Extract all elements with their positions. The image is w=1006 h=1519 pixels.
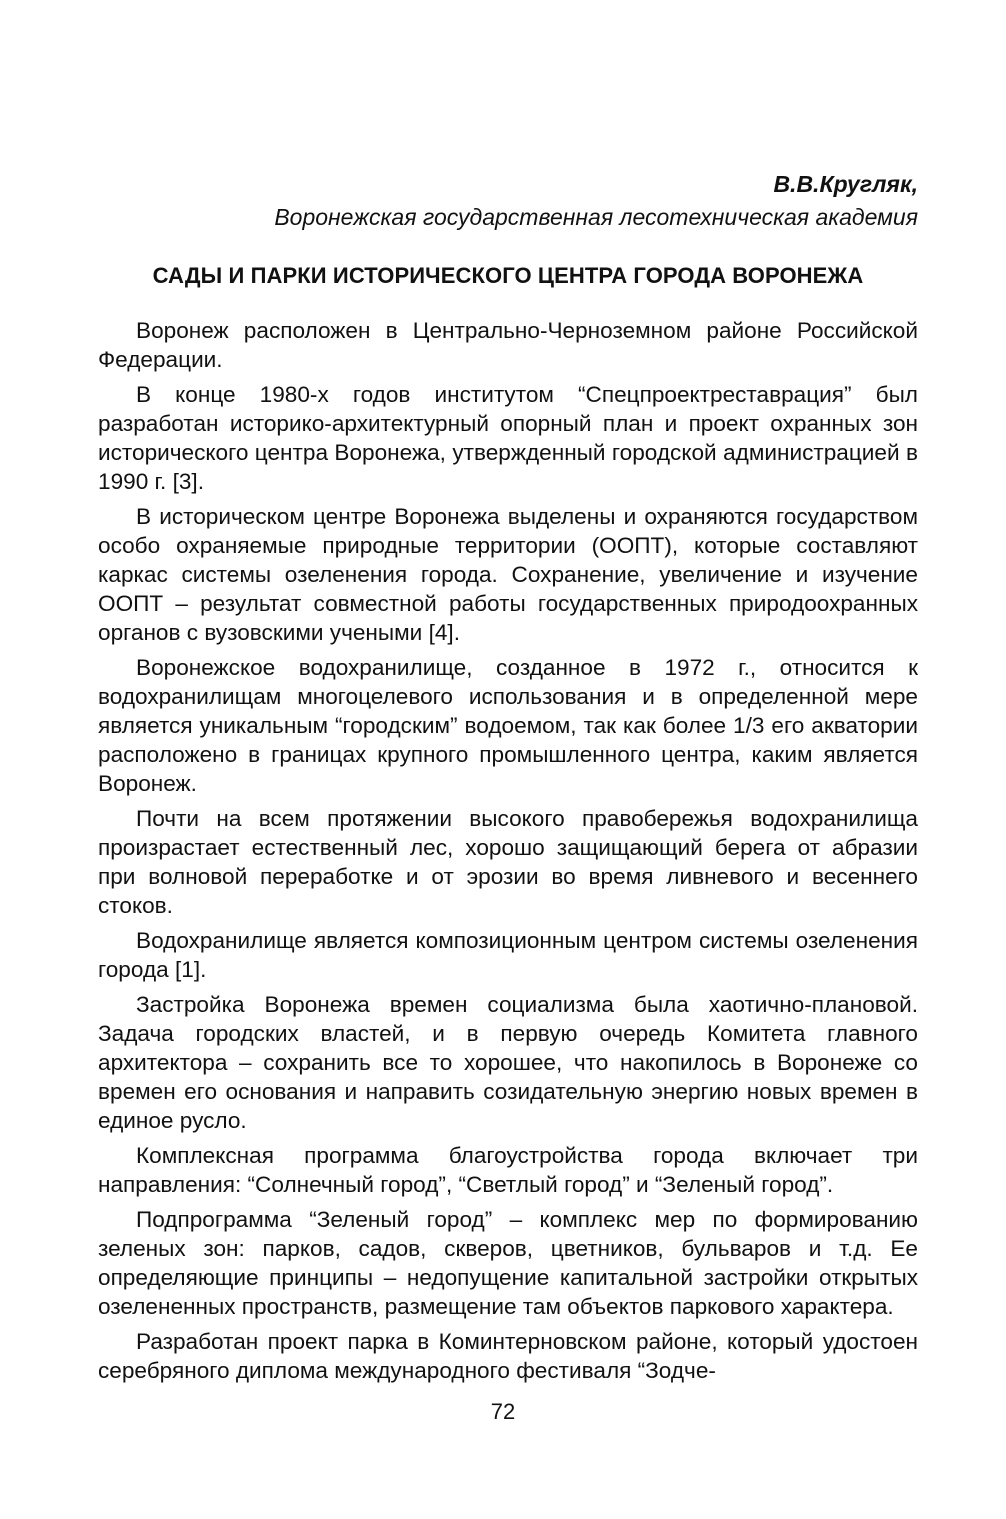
paragraph: Почти на всем протяжении высокого правобережья водохранилища произрастает естественный лес, хорошо защищающий берега от абразии при волновой переработке и от эрозии во время ливневого и весеннего стоков.	[98, 806, 918, 918]
paragraph: Подпрограмма “Зеленый город” – комплекс мер по формированию зеленых зон: парков, садов, скверов, цветников, бульваров и т.д. Ее определяющие принципы – недопущение капитальной застройки открытых озелененных пространств, размещение там объектов паркового характера.	[98, 1207, 918, 1319]
paragraph: Застройка Воронежа времен социализма была хаотично-плановой. Задача городских властей, и в первую очередь Комитета главного архитектора – сохранить все то хорошее, что накопилось в Воронеже со времен его основания и направить созидательную энергию новых времен в единое русло.	[98, 992, 918, 1133]
paragraph: В историческом центре Воронежа выделены и охраняются государством особо охраняемые природные территории (ООПТ), которые составляют каркас системы озеленения города. Сохранение, увеличение и изучение ООПТ – результат совместной работы государственных природоохранных органов с вузовскими учеными [4].	[98, 504, 918, 645]
paragraph: В конце 1980-х годов институтом “Спецпроектреставрация” был разработан историко-архитектурный опорный план и проект охранных зон исторического центра Воронежа, утвержденный городской администрацией в 1990 г. [3].	[98, 382, 918, 494]
author-block	[98, 168, 918, 234]
paragraph: Водохранилище является композиционным центром системы озеленения города [1].	[98, 928, 918, 982]
article-body	[98, 316, 918, 1385]
article-title: САДЫ И ПАРКИ ИСТОРИЧЕСКОГО ЦЕНТРА ГОРОДА ВОРОНЕЖА	[152, 263, 864, 288]
paragraph: Воронеж расположен в Центрально-Черноземном районе Российской Федерации.	[98, 318, 918, 372]
paragraph: Комплексная программа благоустройства города включает три направления: “Солнечный город”, “Светлый город” и “Зеленый город”.	[98, 1143, 918, 1197]
page-content	[98, 168, 918, 1391]
paragraph: Разработан проект парка в Коминтерновском районе, который удостоен серебряного диплома международного фестиваля “Зодче-	[98, 1329, 918, 1383]
author-name: В.В.Кругляк,	[773, 171, 918, 197]
author-affiliation: Воронежская государственная лесотехническая академия	[274, 204, 918, 230]
page-number: 72	[490, 1399, 516, 1424]
paragraph: Воронежское водохранилище, созданное в 1972 г., относится к водохранилищам многоцелевого использования и в определенной мере является уникальным “городским” водоемом, так как более 1/3 его акватории расположено в границах крупного промышленного центра, каким является Воронеж.	[98, 655, 918, 796]
